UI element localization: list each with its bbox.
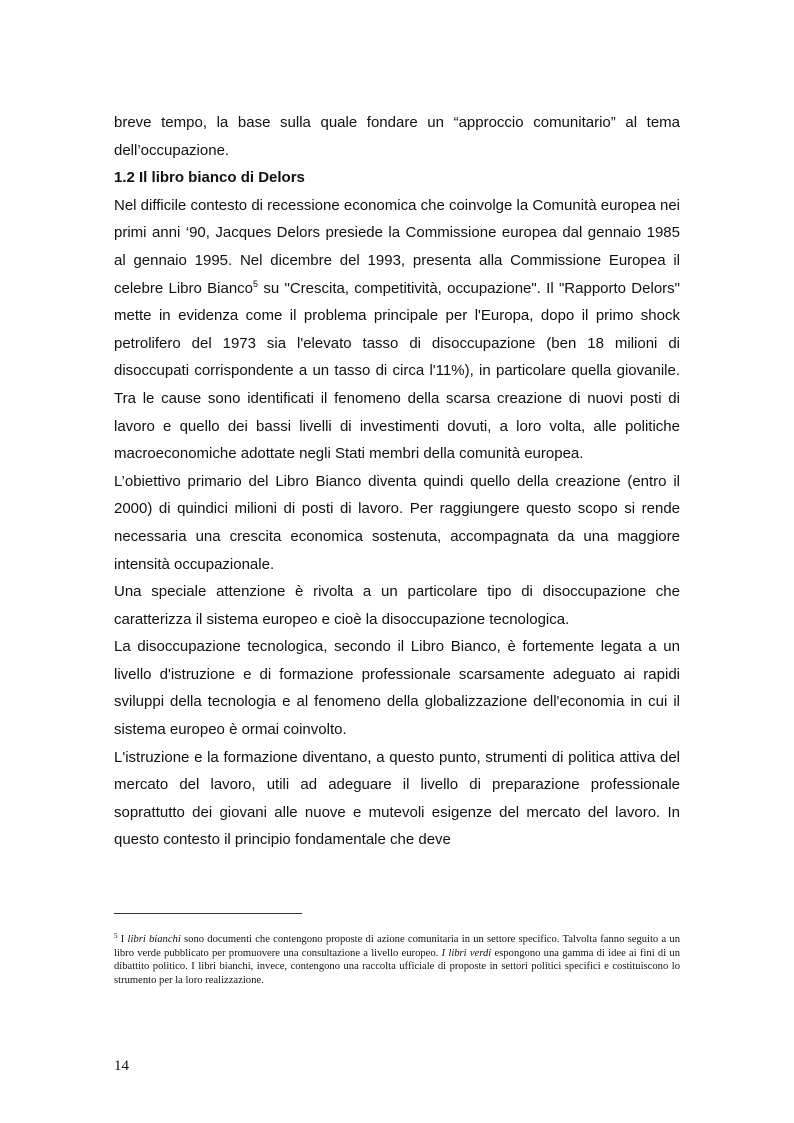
paragraph-4: La disoccupazione tecnologica, secondo il Libro Bianco, è fortemente legata a un livello d'istruzione e di formazione professionale scarsamente adeguato ai rapidi sviluppi della tecnologia e al fenomeno della globalizzazione dell'economia in cui il sistema europeo è ormai coinvolto.: [114, 638, 680, 739]
page-number: 14: [114, 1058, 129, 1074]
paragraph-5: L'istruzione e la formazione diventano, a questo punto, strumenti di politica attiva del mercato del lavoro, utili ad adeguare il livello di preparazione professionale soprattutto dei giovani alle nuove e mutevoli esigenze del mercato del lavoro. In questo contesto il principio fondamentale che deve: [114, 748, 680, 849]
footnote-text-2: sono documenti che contengono proposte di azione comunitaria in un settore specifico. Talvolta fanno seguito a un libro verde pubblicato per promuovere una consultazione a livello europeo.: [114, 934, 680, 959]
paragraph-1-part-b: su "Crescita, competitività, occupazione". Il "Rapporto Delors" mette in evidenza come il problema principale per l'Europa, dopo il primo shock petrolifero del 1973 sia l'elevato tasso di disoccupazione (ben 18 milioni di disoccupati corrispondente a un tasso di circa l'11%), in particolare quella giovanile. Tra le cause sono identificati il fenomeno della scarsa creazione di nuovi posti di lavoro e quello dei bassi livelli di investimenti dovuti, a loro volta, alle politiche macroeconomiche adottate negli Stati membri della comunità europea.: [114, 279, 680, 463]
footnote-emphasis-2: I libri verdi: [441, 947, 492, 959]
footnote-reference[interactable]: 5: [253, 278, 259, 289]
paragraph-3: Una speciale attenzione è rivolta a un particolare tipo di disoccupazione che caratterizza il sistema europeo e cioè la disoccupazione tecnologica.: [114, 583, 680, 628]
paragraph-1-part-a: Nel difficile contesto di recessione economica che coinvolge la Comunità europea nei primi anni ‘90, Jacques Delors presiede la Commissione europea dal gennaio 1985 al gennaio 1995. Nel dicembre del 1993, presenta alla Commissione Europea il celebre Libro Bianco: [114, 196, 680, 297]
footnote-text-1: I: [117, 934, 128, 945]
main-text: [114, 109, 680, 854]
section-heading: 1.2 Il libro bianco di Delors: [114, 169, 305, 187]
intro-paragraph: breve tempo, la base sulla quale fondare un “approccio comunitario” al tema dell’occupazione.: [114, 114, 680, 159]
footnote: [114, 933, 680, 987]
footnote-emphasis-1: libri bianchi: [127, 934, 181, 945]
footnote-separator: [114, 913, 302, 914]
footnote-text-3: espongono una gamma di idee ai fini di un dibattito politico. I libri bianchi, invece, contengono una raccolta ufficiale di proposte in settori politici specifici e costituiscono lo strumento per la loro realizzazione.: [114, 947, 681, 986]
paragraph-2: L’obiettivo primario del Libro Bianco diventa quindi quello della creazione (entro il 2000) di quindici milioni di posti di lavoro. Per raggiungere questo scopo si rende necessaria una crescita economica sostenuta, accompagnata da una maggiore intensità occupazionale.: [114, 472, 680, 573]
paragraph-1: [114, 192, 680, 468]
footnote-marker: 5: [114, 932, 118, 940]
